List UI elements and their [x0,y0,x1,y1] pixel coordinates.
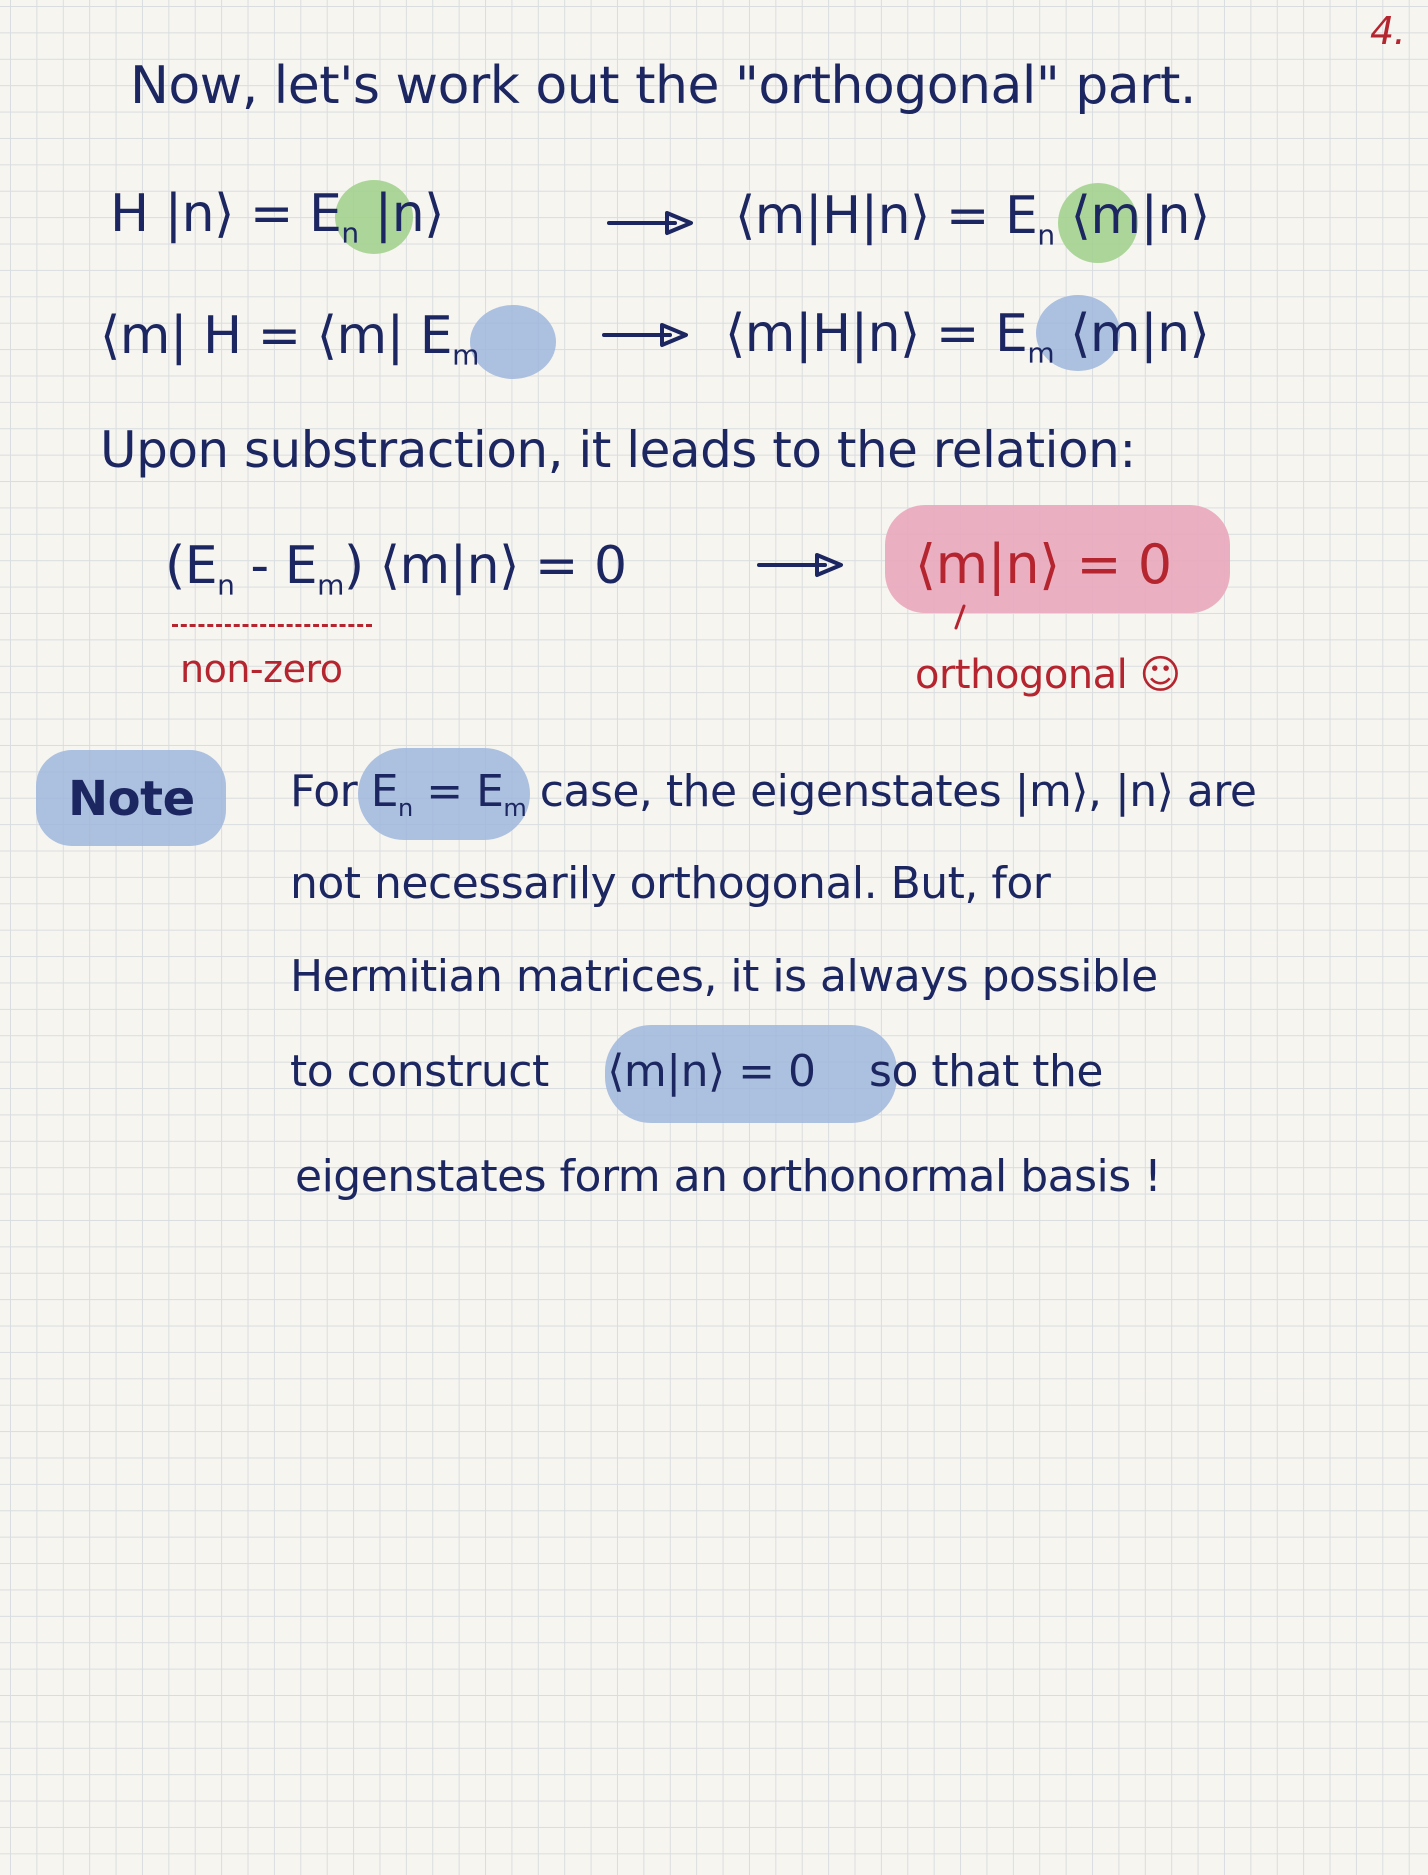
arrow-right-icon [600,320,690,350]
eq2-right-main: ⟨m|H|n⟩ = E [725,304,1028,364]
note-line-4 [290,1046,1103,1097]
eq1-right-tail: ⟨m|n⟩ [1070,186,1210,246]
eq2-left-main: ⟨m| H = ⟨m| E [100,306,453,366]
eq1-right-sub: n [1037,218,1055,252]
relation-left-a: (E [165,536,218,596]
heading: Now, let's work out the "orthogonal" part. [130,56,1196,116]
nonzero-underline [172,624,372,627]
eq2-right-sub: m [1027,336,1055,370]
nonzero-label: non-zero [180,647,343,691]
eq1-right-main: ⟨m|H|n⟩ = E [735,186,1038,246]
note-line-1-sub1: n [398,793,413,822]
relation-left [165,536,627,602]
relation-left-sub2: m [317,568,344,602]
eq2-left-sub: m [452,338,479,372]
highlight-em-1 [470,305,556,379]
eq2-right-tail: ⟨m|n⟩ [1070,304,1210,364]
eq1-left-sub: n [341,216,359,250]
pointer-tick [950,602,970,632]
note-label: Note [68,771,195,827]
note-line-3: Hermitian matrices, it is always possible [290,951,1158,1002]
note-line-1-c: case, the eigenstates |m⟩, |n⟩ are [526,766,1257,817]
eq2-left [100,306,479,372]
eq1-right [735,186,1210,252]
note-line-2: not necessarily orthogonal. But, for [290,858,1051,909]
relation-left-sub1: n [217,568,235,602]
subtraction-text: Upon substraction, it leads to the relation: [100,421,1136,479]
eq2-right [725,304,1210,370]
note-line-4-c: so that the [869,1046,1103,1097]
eq1-left-main: H |n⟩ = E [110,184,342,244]
note-line-1-b: = E [412,766,504,817]
page-number: 4. [1370,9,1406,53]
relation-left-b: - E [234,536,318,596]
note-line-1-sub2: m [503,793,527,822]
relation-left-c: ) ⟨m|n⟩ = 0 [343,536,627,596]
note-line-5: eigenstates form an orthonormal basis ! [295,1151,1162,1202]
note-line-4-a: to construct [290,1046,549,1097]
orthogonal-label: orthogonal ☺ [915,652,1181,698]
note-line-1-a: For E [290,766,399,817]
note-line-1 [290,766,1257,822]
arrow-right-icon [755,550,845,580]
eq1-left [110,184,444,250]
relation-result: ⟨m|n⟩ = 0 [915,533,1172,596]
note-line-4-b: ⟨m|n⟩ = 0 [607,1046,816,1097]
arrow-right-icon [605,208,695,238]
eq1-left-tail: |n⟩ [374,184,444,244]
